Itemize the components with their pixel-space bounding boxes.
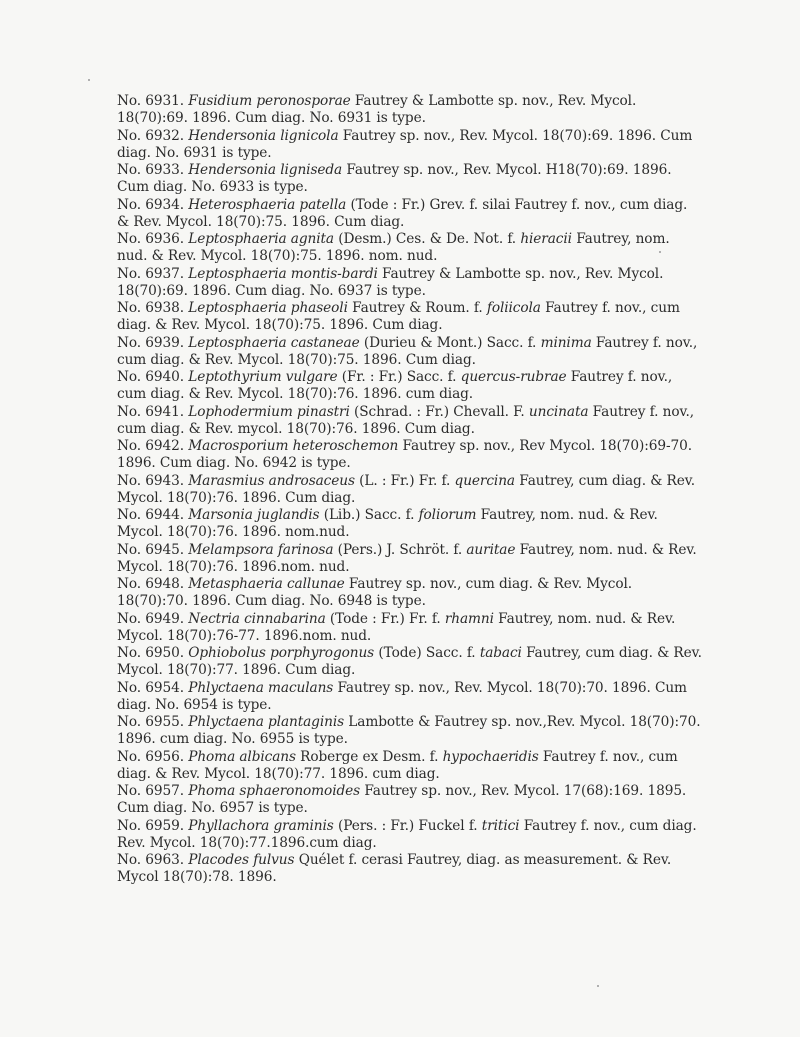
entry-text: Fautrey, cum diag. & Rev. Mycol. 18(70):76. 1896. Cum diag. <box>117 472 696 506</box>
entry-text: Fautrey f. nov., cum diag. & Rev. Mycol. 18(70):75. 1896. Cum diag. <box>117 300 680 334</box>
entry-text: Fautrey sp. nov., Rev Mycol. 18(70):69-70. 1896. Cum diag. No. 6942 is type. <box>117 438 692 472</box>
taxon-name: foliorum <box>418 507 477 523</box>
taxon-name: Hendersonia lignicola <box>188 127 339 144</box>
entry-text: Fautrey f. nov., cum diag. & Rev. mycol. 18(70):76. 1896. Cum diag. <box>117 403 694 437</box>
entry-text: Lambotte & Fautrey sp. nov.,Rev. Mycol. 18(70):70. 1896. cum diag. No. 6955 is type. <box>117 714 701 748</box>
entry-paragraph <box>117 369 703 404</box>
taxon-name: Heterosphaeria patella <box>188 196 347 213</box>
entry-paragraph <box>117 852 703 887</box>
taxon-name: Leptosphaeria castaneae <box>188 334 360 351</box>
entry-text: (L. : Fr.) Fr. f. <box>354 472 455 489</box>
entry-text: Fautrey & Lambotte sp. nov., Rev. Mycol. 18(70):69. 1896. Cum diag. No. 6931 is type. <box>117 93 637 127</box>
taxon-name: Placodes fulvus <box>188 852 295 868</box>
entry-text: No. 6948. <box>117 576 189 592</box>
taxon-name: Macrosporium heteroschemon <box>188 438 399 454</box>
entry-text: No. 6936. <box>117 231 189 247</box>
entry-paragraph <box>117 714 703 749</box>
entry-paragraph <box>117 611 703 646</box>
taxon-name: auritae <box>466 541 516 558</box>
entry-text: Fautrey, cum diag. & Rev. Mycol. 18(70):77. 1896. Cum diag. <box>117 645 702 679</box>
entry-list <box>117 93 703 887</box>
taxon-name: Phoma sphaeronomoides <box>188 783 361 799</box>
entry-paragraph <box>117 576 703 611</box>
entry-text: Fautrey, nom. nud. & Rev. Mycol. 18(70):76-77. 1896.nom. nud. <box>117 610 676 644</box>
entry-text: Fautrey & Lambotte sp. nov., Rev. Mycol. 18(70):69. 1896. Cum diag. No. 6937 is type. <box>117 265 664 299</box>
entry-text: Fautrey & Roum. f. <box>347 300 487 316</box>
entry-text: No. 6939. <box>117 334 189 351</box>
taxon-name: Nectria cinnabarina <box>188 610 326 627</box>
entry-text: Fautrey, nom. nud. & Rev. Mycol. 18(70):76. 1896. nom.nud. <box>117 507 658 541</box>
taxon-name: Marsonia juglandis <box>188 507 320 523</box>
entry-paragraph <box>117 818 703 853</box>
taxon-name: Phoma albicans <box>188 748 296 765</box>
entry-paragraph <box>117 473 703 508</box>
entry-text: Fautrey f. nov., cum diag. & Rev. Mycol. 18(70):76. 1896. cum diag. <box>117 369 673 403</box>
entry-text: No. 6950. <box>117 645 189 661</box>
entry-text: No. 6931. <box>117 93 189 109</box>
entry-text: No. 6955. <box>117 714 189 730</box>
taxon-name: Ophiobolus porphyrogonus <box>188 645 375 661</box>
entry-text: (Tode : Fr.) Fr. f. <box>325 610 445 627</box>
entry-paragraph <box>117 128 703 163</box>
entry-text: No. 6956. <box>117 748 189 765</box>
taxon-name: uncinata <box>528 403 589 420</box>
taxon-name: Phyllachora graminis <box>188 817 334 834</box>
entry-paragraph <box>117 645 703 680</box>
entry-text: No. 6949. <box>117 610 189 627</box>
entry-text: (Pers.) J. Schröt. f. <box>333 541 467 558</box>
entry-paragraph <box>117 680 703 715</box>
entry-text: (Schrad. : Fr.) Chevall. F. <box>349 403 529 420</box>
taxon-name: Hendersonia ligniseda <box>188 162 343 178</box>
entry-text: Fautrey sp. nov., Rev. Mycol. H18(70):69. 1896. Cum diag. No. 6933 is type. <box>117 162 672 196</box>
entry-text: No. 6941. <box>117 403 189 420</box>
entry-text: Quélet f. cerasi Fautrey, diag. as measurement. & Rev. Mycol 18(70):78. 1896. <box>117 852 672 886</box>
entry-paragraph <box>117 542 703 577</box>
entry-text: Fautrey sp. nov., Rev. Mycol. 18(70):69. 1896. Cum diag. No. 6931 is type. <box>117 127 693 161</box>
taxon-name: quercus-rubrae <box>460 369 567 385</box>
entry-paragraph <box>117 266 703 301</box>
taxon-name: Marasmius androsaceus <box>188 472 355 489</box>
entry-paragraph <box>117 507 703 542</box>
taxon-name: hieracii <box>520 231 572 247</box>
taxon-name: Leptosphaeria agnita <box>188 231 334 247</box>
taxon-name: tritici <box>481 817 520 834</box>
entry-text: (Tode : Fr.) Grev. f. silai Fautrey f. nov., cum diag. & Rev. Mycol. 18(70):75. 1896. Cum diag. <box>117 196 688 230</box>
entry-text: No. 6943. <box>117 472 189 489</box>
entry-text: Roberge ex Desm. f. <box>295 748 443 765</box>
entry-text: Fautrey sp. nov., Rev. Mycol. 17(68):169. 1895. Cum diag. No. 6957 is type. <box>117 783 687 817</box>
entry-text: No. 6957. <box>117 783 189 799</box>
taxon-name: hypochaeridis <box>442 748 539 765</box>
scan-speck <box>88 79 90 81</box>
entry-paragraph <box>117 93 703 128</box>
entry-text: No. 6963. <box>117 852 189 868</box>
entry-text: (Fr. : Fr.) Sacc. f. <box>337 369 461 385</box>
entry-text: Fautrey f. nov., cum diag. & Rev. Mycol. 18(70):77. 1896. cum diag. <box>117 748 678 782</box>
taxon-name: tabaci <box>479 645 522 661</box>
entry-paragraph <box>117 300 703 335</box>
entry-text: No. 6938. <box>117 300 189 316</box>
entry-text: No. 6959. <box>117 817 189 834</box>
scan-speck <box>597 985 599 987</box>
entry-paragraph <box>117 162 703 197</box>
entry-text: No. 6942. <box>117 438 189 454</box>
entry-text: Fautrey sp. nov., cum diag. & Rev. Mycol. 18(70):70. 1896. Cum diag. No. 6948 is type. <box>117 576 633 610</box>
taxon-name: foliicola <box>486 300 541 316</box>
entry-paragraph <box>117 404 703 439</box>
entry-text: No. 6933. <box>117 162 189 178</box>
entry-text: (Desm.) Ces. & De. Not. f. <box>333 231 521 247</box>
taxon-name: Phlyctaena maculans <box>188 679 334 696</box>
entry-paragraph <box>117 197 703 232</box>
entry-text: Fautrey sp. nov., Rev. Mycol. 18(70):70. 1896. Cum diag. No. 6954 is type. <box>117 679 687 713</box>
entry-text: No. 6934. <box>117 196 189 213</box>
entry-text: (Durieu & Mont.) Sacc. f. <box>359 334 541 351</box>
entry-paragraph <box>117 783 703 818</box>
entry-text: No. 6944. <box>117 507 189 523</box>
entry-text: No. 6945. <box>117 541 189 558</box>
taxon-name: quercina <box>454 472 515 489</box>
taxon-name: Phlyctaena plantaginis <box>188 714 345 730</box>
entry-text: Fautrey f. nov., cum diag. Rev. Mycol. 18(70):77.1896.cum diag. <box>117 817 697 851</box>
taxon-name: Leptothyrium vulgare <box>188 369 338 385</box>
entry-paragraph <box>117 438 703 473</box>
taxon-name: rhamni <box>444 610 494 627</box>
entry-text: (Pers. : Fr.) Fuckel f. <box>333 817 482 834</box>
entry-text: No. 6937. <box>117 265 189 282</box>
taxon-name: Melampsora farinosa <box>188 541 334 558</box>
entry-text: (Tode) Sacc. f. <box>374 645 480 661</box>
entry-paragraph <box>117 231 703 266</box>
taxon-name: Leptosphaeria phaseoli <box>188 300 348 316</box>
entry-text: Fautrey, nom. nud. & Rev. Mycol. 18(70):76. 1896.nom. nud. <box>117 541 697 575</box>
taxon-name: Lophodermium pinastri <box>188 403 350 420</box>
entry-paragraph <box>117 335 703 370</box>
taxon-name: Fusidium peronosporae <box>188 93 351 109</box>
taxon-name: Metasphaeria callunae <box>188 576 345 592</box>
entry-text: (Lib.) Sacc. f. <box>319 507 419 523</box>
entry-text: No. 6954. <box>117 679 189 696</box>
entry-text: No. 6940. <box>117 369 189 385</box>
entry-paragraph <box>117 749 703 784</box>
taxon-name: Leptosphaeria montis-bardi <box>188 265 378 282</box>
entry-text: Fautrey f. nov., cum diag. & Rev. Mycol. 18(70):75. 1896. Cum diag. <box>117 334 698 368</box>
entry-text: No. 6932. <box>117 127 189 144</box>
entry-text: Fautrey, nom. nud. & Rev. Mycol. 18(70):75. 1896. nom. nud. <box>117 231 670 265</box>
taxon-name: minima <box>540 334 592 351</box>
